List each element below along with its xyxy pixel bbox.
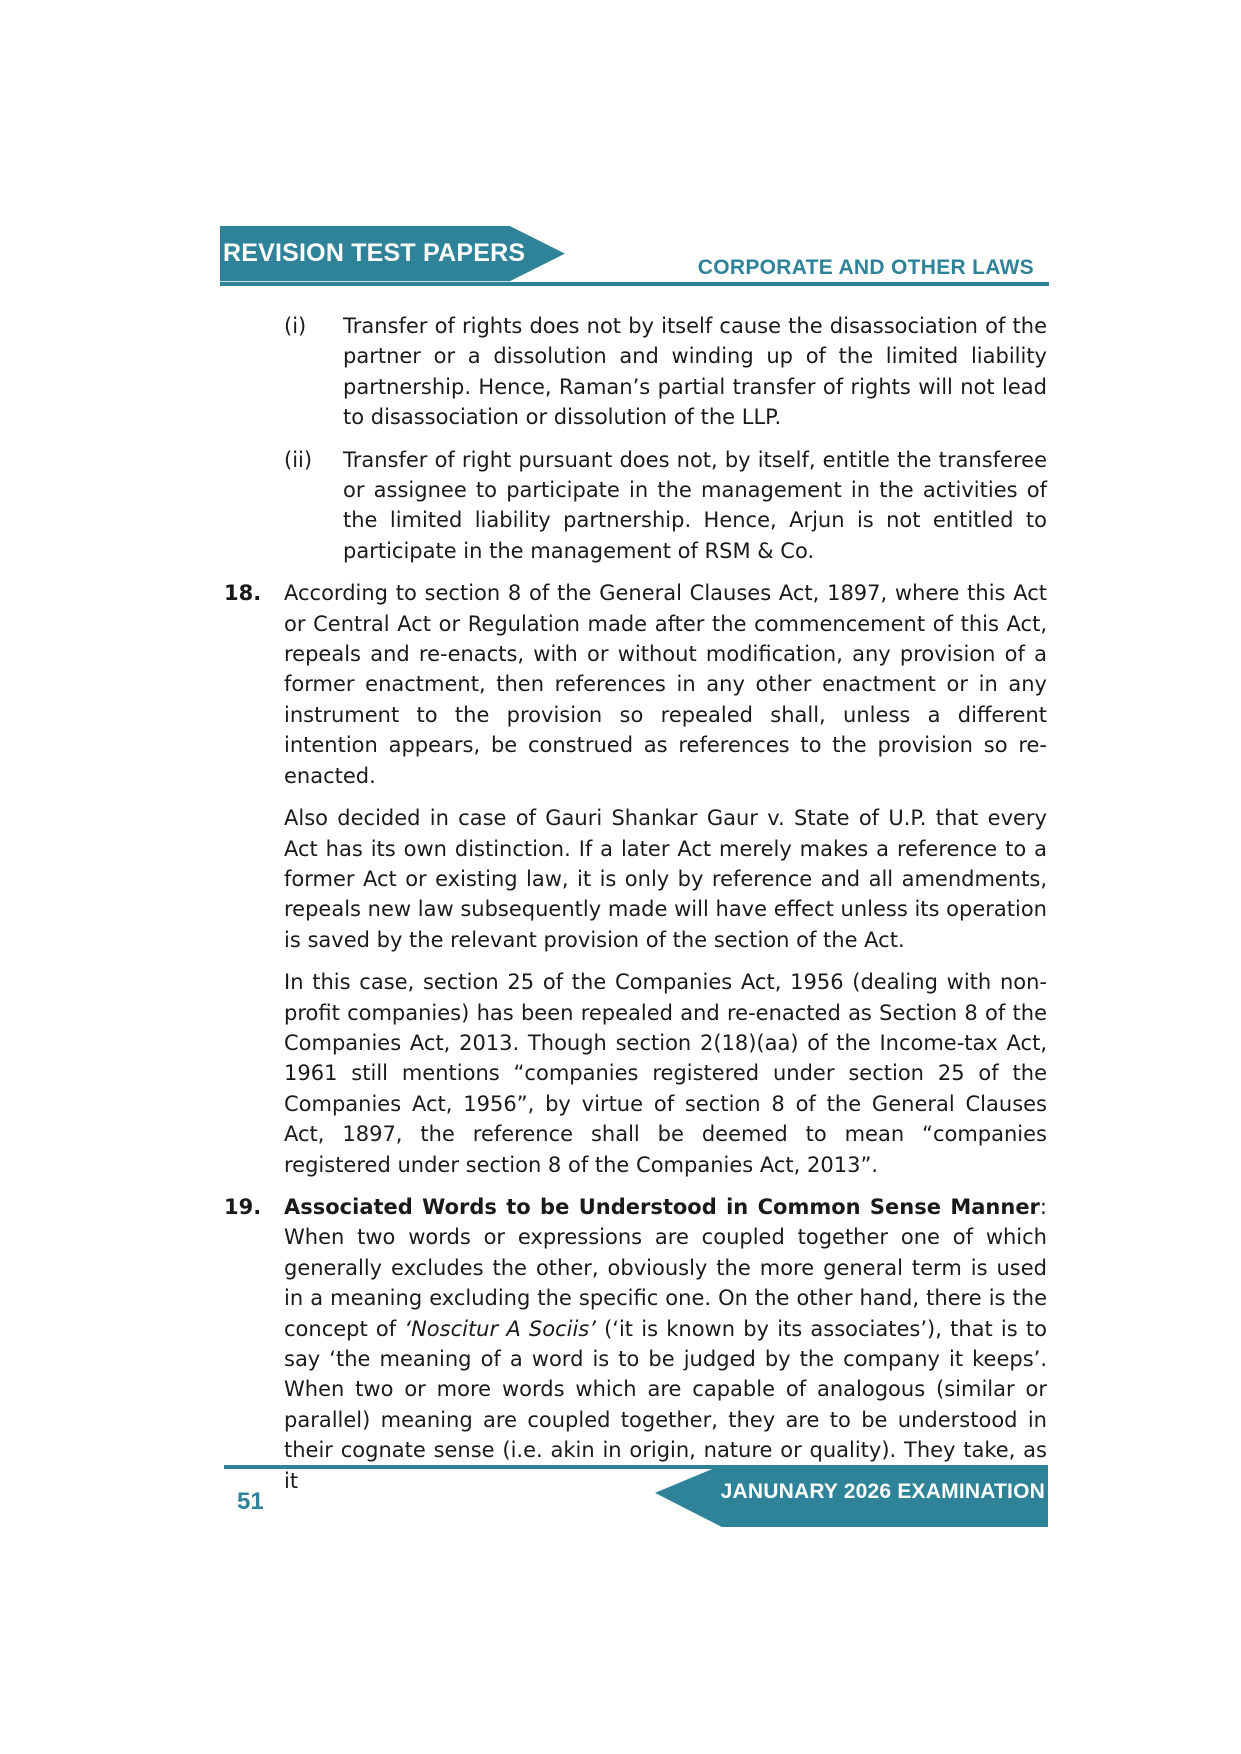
sub-item-label: (ii) <box>284 447 313 472</box>
question-19 <box>224 1192 1047 1496</box>
q19-latin-phrase: ‘Noscitur A Sociis’ <box>404 1316 596 1341</box>
sub-item-ii <box>284 445 1047 567</box>
question-number: 18. <box>224 581 262 606</box>
page-content <box>224 311 1047 1496</box>
q18-paragraph-3: In this case, section 25 of the Companies Act, 1956 (dealing with non-profit companies) has been repealed and re-enacted as Section 8 of the Companies Act, 2013. Though section 2(18)(aa) of the Income-tax Act, 1961 still mentions “companies registered under section 25 of the Companies Act, 1956”, by virtue of section 8 of the General Clauses Act, 1897, the reference shall be deemed to mean “companies registered under section 8 of the Companies Act, 2013”. <box>284 970 1047 1177</box>
footer-exam-title: JANUNARY 2026 EXAMINATION <box>720 1480 1045 1503</box>
q19-heading: Associated Words to be Understood in Common Sense Manner <box>284 1194 1040 1219</box>
sub-item-text: Transfer of rights does not by itself cause the disassociation of the partner or a dissolution and winding up of the limited liability partnership. Hence, Raman’s partial transfer of rights will not lead to disassociation or dissolution of the LLP. <box>343 314 1047 430</box>
header-rule <box>220 282 1049 286</box>
sub-item-i <box>284 311 1047 433</box>
question-number: 19. <box>224 1194 262 1219</box>
q18-paragraph-2: Also decided in case of Gauri Shankar Gaur v. State of U.P. that every Act has its own distinction. If a later Act merely makes a reference to a former Act or existing law, it is only by reference and all amendments, repeals new law subsequently made will have effect unless its operation is saved by the relevant provision of the section of the Act. <box>284 806 1047 952</box>
sub-item-label: (i) <box>284 314 307 338</box>
q19-text-a: When two words or expressions are coupled together one of which generally excludes the other, obviously the more general term is used in a meaning excluding the specific one. On the other hand, there is the concept of <box>284 1225 1047 1341</box>
header-subject: CORPORATE AND OTHER LAWS <box>697 256 1034 279</box>
header-title: REVISION TEST PAPERS <box>223 239 526 267</box>
page-number: 51 <box>237 1488 264 1515</box>
sub-item-text: Transfer of right pursuant does not, by itself, entitle the transferee or assignee to participate in the management in the activities of the limited liability partnership. Hence, Arjun is not entitled to participate in the management of RSM & Co. <box>343 447 1047 563</box>
q19-paragraph <box>284 1192 1047 1496</box>
q18-paragraph-1: According to section 8 of the General Clauses Act, 1897, where this Act or Central Act or Regulation made after the commencement of this Act, repeals and re-enacts, with or without modification, any provision of a former enactment, then references in any other enactment or in any instrument to the provision so repealed shall, unless a different intention appears, be construed as references to the provision so re-enacted. <box>284 581 1047 788</box>
question-18 <box>224 578 1047 1192</box>
q19-text-b: (‘it is known by its associates’), that is to say ‘the meaning of a word is to be judged by the company it keeps’. When two or more words which are capable of analogous (similar or parallel) meaning are coupled together, they are to be understood in their cognate sense (i.e. akin in origin, nature or quality). They take, as it <box>284 1316 1047 1493</box>
q19-colon: : <box>1039 1194 1047 1219</box>
